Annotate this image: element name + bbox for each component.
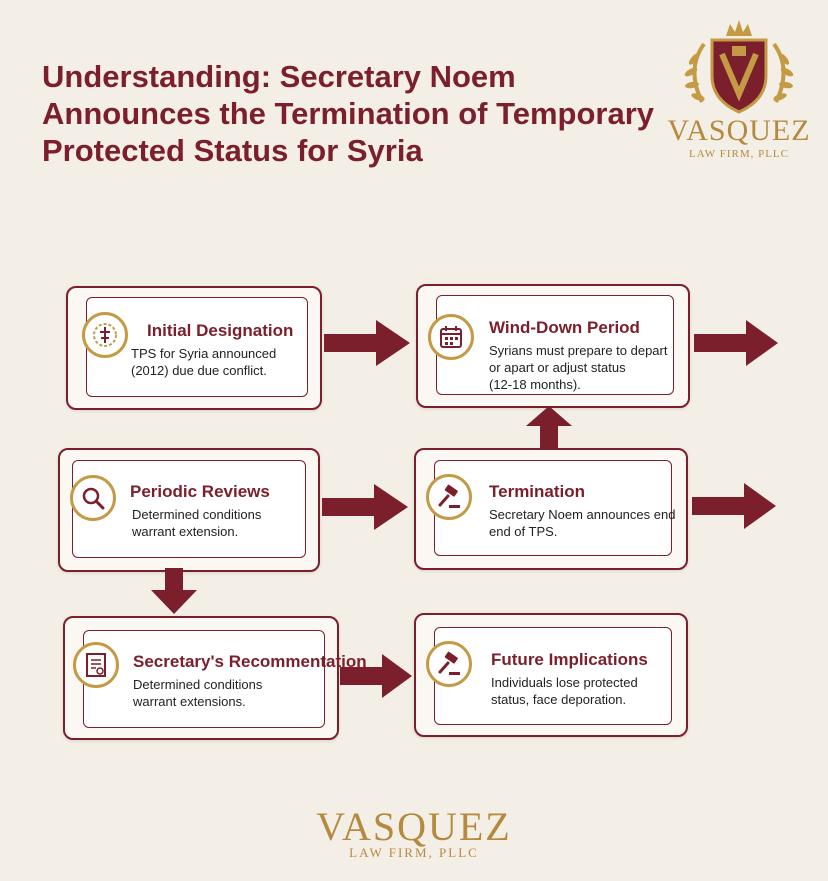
arrow-right-icon [694, 320, 780, 366]
step-periodic-reviews [58, 448, 320, 572]
seal-icon [82, 312, 128, 358]
step-title: Periodic Reviews [130, 482, 270, 501]
arrow-right-icon [322, 484, 410, 530]
arrow-right-icon [324, 320, 412, 366]
arrow-right-icon [692, 483, 778, 529]
step-initial-designation [66, 286, 322, 410]
step-wind-down-period [416, 284, 690, 408]
step-description: TPS for Syria announced (2012) due due conflict. [131, 346, 277, 378]
arrow-right-icon [340, 654, 414, 698]
firm-logo [664, 14, 814, 164]
page-title: Understanding: Secretary Noem Announces the Termination of Temporary Protected Status for Syria [42, 59, 655, 168]
step-future-implications [414, 613, 688, 737]
step-description: Determined conditions warrant extensions. [133, 677, 263, 709]
gavel-icon [426, 474, 472, 520]
step-description: Individuals lose protected status, face deporation. [491, 675, 638, 707]
brand-name: VASQUEZ [316, 804, 512, 849]
step-title: Initial Designation [147, 321, 294, 340]
step-title: Future Implications [491, 650, 648, 669]
brand-name: VASQUEZ [667, 114, 811, 147]
magnifier-icon [70, 475, 116, 521]
laurel-shield-icon [664, 14, 814, 124]
step-title: Secretary's Recommentation [133, 652, 367, 671]
step-secretarys-recommendation [63, 616, 367, 740]
step-description: Syrians must prepare to depart or apart or adjust status (12-18 months). [489, 343, 668, 392]
step-description: Determined conditions warrant extension. [132, 507, 262, 539]
arrow-up-icon [526, 406, 572, 450]
brand-subtitle: LAW FIRM, PLLC [688, 148, 789, 160]
step-termination [414, 448, 688, 570]
calendar-icon [428, 314, 474, 360]
step-title: Termination [489, 482, 586, 501]
step-title: Wind-Down Period [489, 318, 640, 337]
brand-subtitle: LAW FIRM, PLLC [349, 845, 479, 860]
document-icon [73, 642, 119, 688]
step-description: Secretary Noem announces end end of TPS. [489, 507, 676, 539]
arrow-down-icon [151, 568, 197, 614]
footer-logo [0, 803, 828, 863]
gavel-icon [426, 641, 472, 687]
